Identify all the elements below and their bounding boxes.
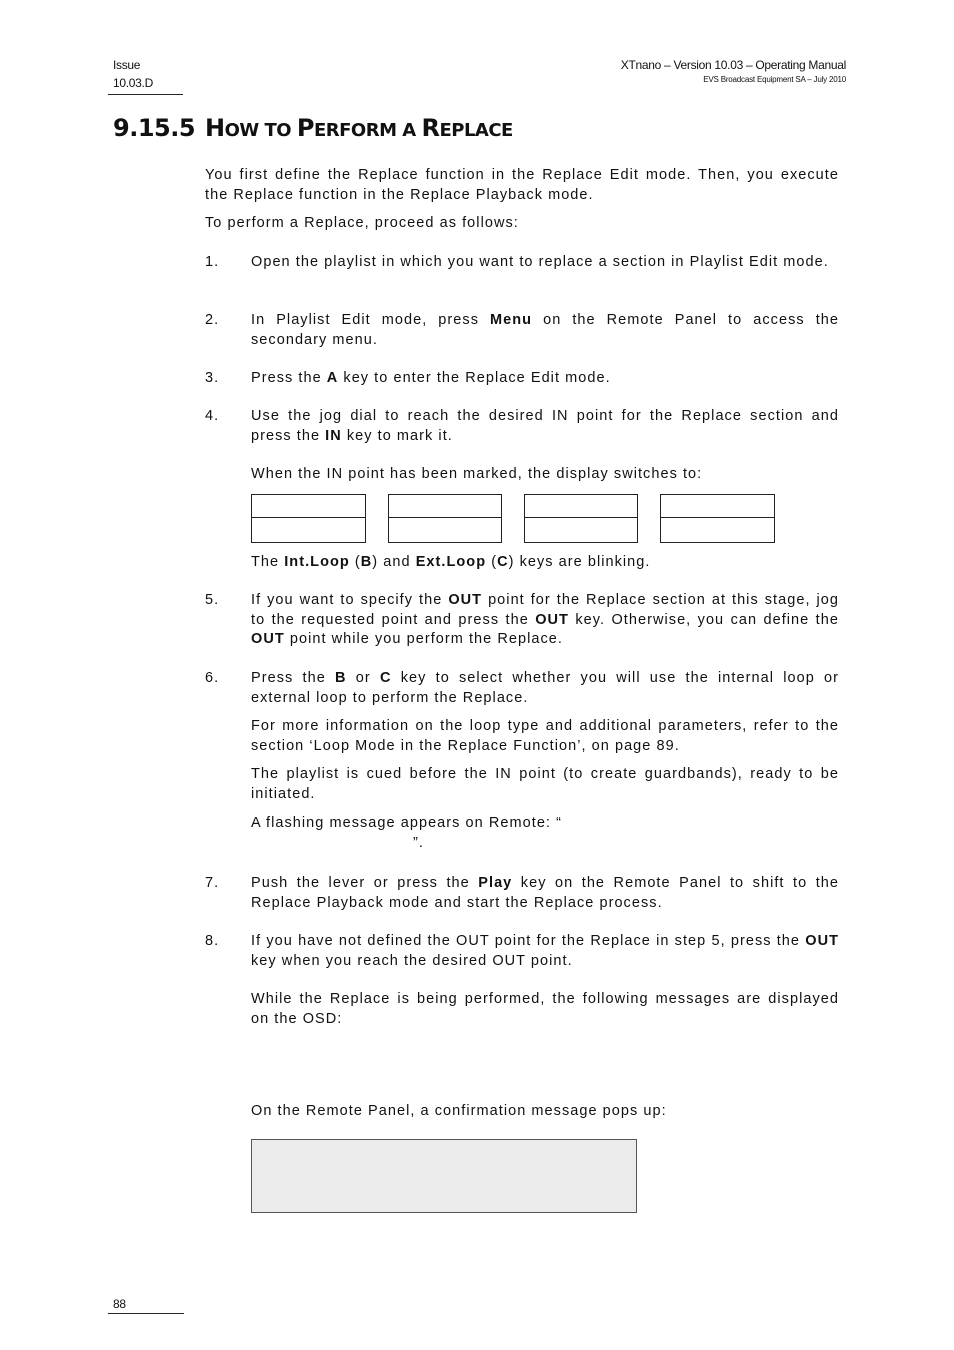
issue-label: Issue bbox=[113, 58, 141, 72]
step-8-number: 8. bbox=[205, 933, 220, 949]
step-7-text: Push the lever or press the Play key on the Remote Panel to shift to the Replace Playback mode and start the Replace process. bbox=[251, 875, 840, 911]
step-5-number: 5. bbox=[205, 592, 220, 608]
step-6-number: 6. bbox=[205, 670, 220, 686]
footer-rule bbox=[108, 1313, 184, 1314]
display-key-a bbox=[251, 494, 366, 518]
display-key-b bbox=[388, 494, 502, 518]
step-2-number: 2. bbox=[205, 312, 220, 328]
step-1-text: Open the playlist in which you want to replace a section in Playlist Edit mode. bbox=[251, 254, 829, 270]
step-6-cued-note: The playlist is cued before the IN point (to create guardbands), ready to be initiated. bbox=[251, 766, 839, 802]
page-number: 88 bbox=[113, 1297, 126, 1311]
step-8-text: If you have not defined the OUT point for the Replace in step 5, press the OUT key when you reach the desired OUT point. bbox=[251, 933, 839, 969]
confirmation-message-box bbox=[251, 1139, 637, 1213]
intro-paragraph: You first define the Replace function in the Replace Edit mode. Then, you execute the Replace function in the Replace Playback mode. bbox=[205, 167, 839, 203]
step-6-more-info: For more information on the loop type and additional parameters, refer to the section ‘Loop Mode in the Replace Function’, on page 89. bbox=[251, 718, 839, 754]
display-key-d bbox=[660, 494, 775, 518]
section-number: 9.15.5 bbox=[113, 114, 196, 142]
step-8-remote-note: On the Remote Panel, a confirmation message pops up: bbox=[251, 1103, 667, 1119]
section-title: 9.15.5 HOW TO PERFORM A REPLACE bbox=[113, 114, 513, 142]
step-4-number: 4. bbox=[205, 408, 220, 424]
step-3-text: Press the A key to enter the Replace Edit mode. bbox=[251, 370, 611, 386]
step-6-flashing-message-end: ”. bbox=[413, 835, 424, 851]
step-4-text: Use the jog dial to reach the desired IN point for the Replace section and press the IN key to mark it. bbox=[251, 408, 839, 444]
header-rule bbox=[108, 94, 183, 95]
company-line: EVS Broadcast Equipment SA – July 2010 bbox=[703, 75, 846, 84]
step-4-display-note: When the IN point has been marked, the display switches to: bbox=[251, 466, 703, 482]
manual-title: XTnano – Version 10.03 – Operating Manual bbox=[620, 58, 846, 72]
step-5-text: If you want to specify the OUT point for the Replace section at this stage, jog to the requested point and press the OUT key. Otherwise, you can define the OUT point while you perform the Replace. bbox=[251, 592, 839, 647]
step-8-osd-note: While the Replace is being performed, the following messages are displayed on the OSD: bbox=[251, 991, 839, 1027]
step-6-text: Press the B or C key to select whether you will use the internal loop or external loop to perform the Replace. bbox=[251, 670, 839, 706]
step-6-flashing-message: A flashing message appears on Remote: “ bbox=[251, 815, 562, 831]
step-2-text: In Playlist Edit mode, press Menu on the Remote Panel to access the secondary menu. bbox=[251, 312, 840, 348]
display-key-f3 bbox=[524, 517, 638, 543]
issue-number: 10.03.D bbox=[113, 76, 153, 90]
display-key-f1 bbox=[251, 517, 366, 543]
step-7-number: 7. bbox=[205, 875, 220, 891]
step-1-number: 1. bbox=[205, 254, 220, 270]
intro-proceed: To perform a Replace, proceed as follows: bbox=[205, 215, 519, 231]
display-key-f2 bbox=[388, 517, 502, 543]
display-key-c bbox=[524, 494, 638, 518]
display-key-f4 bbox=[660, 517, 775, 543]
step-4-blinking-note: The Int.Loop (B) and Ext.Loop (C) keys are blinking. bbox=[251, 554, 651, 570]
step-3-number: 3. bbox=[205, 370, 220, 386]
